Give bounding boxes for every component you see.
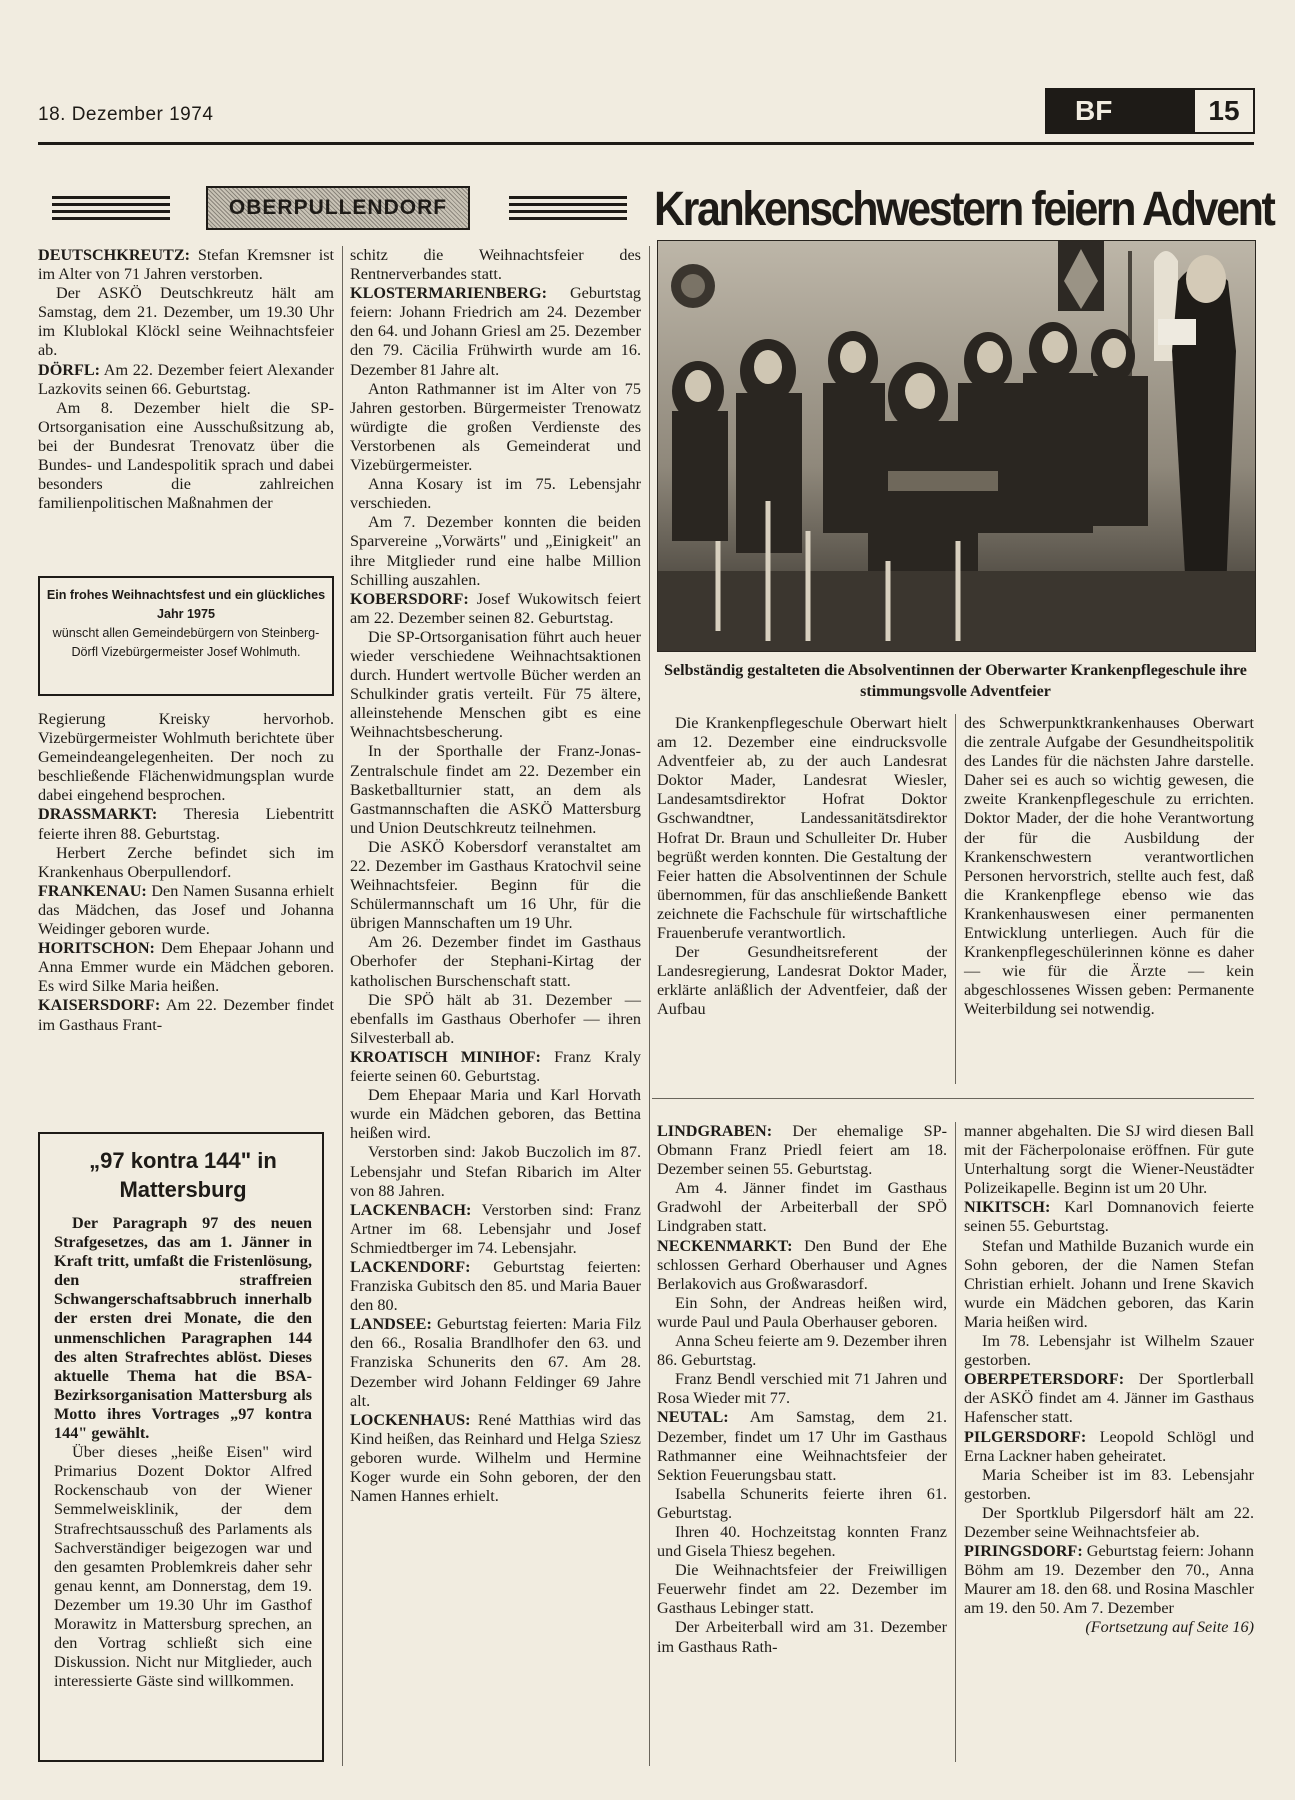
news-paragraph	[964, 1122, 1254, 1198]
news-paragraph	[350, 933, 641, 990]
news-paragraph	[350, 1315, 641, 1410]
news-paragraph	[964, 1428, 1254, 1466]
section-title: OBERPULLENDORF	[206, 186, 470, 230]
paragraph-text: Josef Wukowitsch feiert am 22. Dezember seinen 82. Geburtstag.	[350, 589, 641, 627]
place-name: KOBERSDORF:	[350, 589, 469, 608]
news-paragraph	[350, 1411, 641, 1506]
column-divider	[955, 1122, 956, 1762]
place-name: DRASSMARKT:	[38, 805, 158, 824]
news-paragraph	[38, 284, 334, 360]
paragraph-text: Die ASKÖ Kobersdorf veranstaltet am 22. Dezember im Gasthaus Kratochvil seine Weihnachtsfeier. Beginn für die Schülermannschaft um 16 Uhr, für die übrigen Mannschaften um 19 Uhr.	[350, 837, 641, 933]
news-paragraph	[964, 1370, 1254, 1427]
paragraph-text: Herbert Zerche befindet sich im Krankenhaus Oberpullendorf.	[38, 843, 334, 881]
news-paragraph	[350, 1048, 641, 1086]
paragraph-text: Verstorben sind: Jakob Buczolich im 87. Lebensjahr und Stefan Ribarich im Alter von 88 Jahren.	[350, 1143, 641, 1200]
paragraph-text: schitz die Weihnachtsfeier des Rentnerverbandes statt.	[350, 246, 641, 284]
photo-illustration	[658, 241, 1255, 651]
place-name: NEUTAL:	[657, 1408, 729, 1427]
paragraph-text: Den Bund der Ehe schlossen Gerhard Oberhauser und Agnes Berlakovich aus Großwarasdorf.	[657, 1236, 947, 1293]
paragraph-text: Der Gesundheitsreferent der Landesregierung, Landesrat Doktor Mader, erklärte anläßlich der Adventfeier, daß der Aufbau	[657, 943, 947, 1019]
paragraph-text: Karl Domnanovich feierte seinen 55. Geburtstag.	[964, 1198, 1254, 1236]
publication-logo	[1045, 88, 1255, 134]
paragraph-text: Am 22. Dezember feiert Alexander Lazkovits seinen 66. Geburtstag.	[38, 360, 334, 398]
news-paragraph	[964, 1542, 1254, 1618]
news-paragraph	[657, 1485, 947, 1523]
paragraph-text: (Fortsetzung auf Seite 16)	[1085, 1618, 1254, 1637]
news-paragraph	[964, 1198, 1254, 1236]
continuation-note	[964, 1618, 1254, 1637]
paragraph-text: Ihren 40. Hochzeitstag konnten Franz und Gisela Thiesz begehen.	[657, 1522, 947, 1561]
column-divider	[649, 246, 650, 1766]
news-paragraph	[350, 1143, 641, 1200]
paragraph-text: Am 4. Jänner findet im Gasthaus Gradwohl der Arbeiterball der SPÖ Lindgraben statt.	[657, 1179, 947, 1236]
place-name: NECKENMARKT:	[657, 1236, 793, 1255]
article-photo	[657, 240, 1256, 652]
news-paragraph	[38, 805, 334, 843]
place-name: LANDSEE:	[350, 1315, 432, 1334]
place-name: PILGERSDORF:	[964, 1427, 1087, 1446]
column-divider	[342, 246, 343, 1766]
issue-date: 18. Dezember 1974	[38, 104, 214, 125]
news-paragraph	[38, 939, 334, 996]
section-header-lines-left	[52, 196, 170, 220]
paragraph-text: manner abgehalten. Die SJ wird diesen Ball mit der Fächerpolonaise eröffnen. Für gute Unterhaltung sorgt die Wiener-Neustädter Polizeikapelle. Beginn ist um 20 Uhr.	[964, 1122, 1254, 1198]
news-paragraph	[350, 991, 641, 1048]
news-paragraph	[657, 1179, 947, 1236]
paragraph-text: René Matthias wird das Kind heißen, das Reinhard und Helga Sziesz geboren wurde. Wilhelm und Hermine Koger wurde ein Sohn geboren, der den Namen Hannes erhielt.	[350, 1410, 641, 1506]
place-name: LACKENBACH:	[350, 1200, 472, 1219]
news-paragraph	[350, 742, 641, 837]
news-paragraph	[350, 1258, 641, 1315]
paragraph-text: Ein Sohn, der Andreas heißen wird, wurde Paul und Paula Oberhauser geboren.	[657, 1293, 947, 1331]
paragraph-text: Stefan Kremsner ist im Alter von 71 Jahren verstorben.	[38, 246, 334, 284]
mattersburg-box	[38, 1132, 324, 1762]
news-paragraph	[964, 1504, 1254, 1542]
box-title: „97 kontra 144" in Mattersburg	[89, 1148, 277, 1202]
box-lead: Der Paragraph 97 des neuen Strafgesetzes, das am 1. Jänner in Kraft tritt, umfaßt die Fristenlösung, den straffreien Schwangerschaftsabbruch innerhalb der ersten drei Monate, die den unmenschlichen Paragraphen 144 des alten Strafrechtes ablöst. Dieses aktuelle Thema hat die BSA-Bezirksorganisation Mattersburg als Motto ihres Vortrages „97 kontra 144" gewählt.	[54, 1214, 312, 1443]
paragraph-text: Der ASKÖ Deutschkreutz hält am Samstag, dem 21. Dezember, um 19.30 Uhr im Klublokal Klöckl seine Weihnachtsfeier ab.	[38, 284, 334, 360]
section-header-lines-right	[509, 196, 627, 220]
paragraph-text: Maria Scheiber ist im 83. Lebensjahr gestorben.	[964, 1465, 1254, 1503]
paragraph-text: Den Namen Susanna erhielt das Mädchen, das Josef und Johanna Weidinger geboren wurde.	[38, 881, 334, 939]
news-paragraph	[964, 1332, 1254, 1370]
article-headline: Krankenschwestern feiern Advent	[654, 182, 1274, 237]
page-number: 15	[1208, 95, 1240, 126]
paragraph-text: Anna Scheu feierte am 9. Dezember ihren 86. Geburtstag.	[657, 1332, 947, 1370]
place-name: OBERPETERSDORF:	[964, 1370, 1125, 1389]
paragraph-text: Der Arbeiterball wird am 31. Dezember im Gasthaus Rath-	[657, 1618, 947, 1656]
place-name: KAISERSDORF:	[38, 996, 161, 1015]
news-paragraph	[657, 1294, 947, 1332]
news-paragraph	[38, 710, 334, 805]
news-paragraph	[350, 513, 641, 589]
paragraph-text: Geburtstag feierten: Maria Filz den 66., Rosalia Brandlhofer den 63. und Franziska Schunerits den 67. Am 28. Dezember wird Johann Feldinger 69 Jahre alt.	[350, 1315, 641, 1410]
column-1-middle	[38, 710, 334, 1035]
news-paragraph	[38, 882, 334, 939]
paragraph-text: Anton Rathmanner ist im Alter von 75 Jahren gestorben. Bürgermeister Trenowatz würdigte die großen Verdienste des Verstorbenen als Gemeinderat und Vizebürgermeister.	[350, 379, 641, 475]
article-paragraph	[964, 714, 1254, 1020]
news-paragraph	[38, 246, 334, 284]
place-name: DEUTSCHKREUTZ:	[38, 246, 191, 264]
section-header	[52, 186, 627, 230]
paragraph-text: Am 8. Dezember hielt die SP-Ortsorganisation eine Ausschußsitzung ab, bei der Bundesrat Trenovatz über die Bundes- und Landespolitik sprach und dabei besonders die zahlreichen familienpolitischen Maßnahmen der	[38, 398, 334, 513]
paragraph-text: Theresia Liebentritt feierte ihren 88. Geburtstag.	[38, 805, 334, 843]
greeting-title: Ein frohes Weihnachtsfest und ein glückliches Jahr 1975	[46, 588, 326, 621]
paragraph-text: Dem Ehepaar Maria und Karl Horvath wurde ein Mädchen geboren, das Bettina heißen wird.	[350, 1086, 641, 1143]
paragraph-text: Am 7. Dezember konnten die beiden Sparvereine „Vorwärts" und „Einigkeit" an ihre Mitglieder rund eine halbe Million Schilling auszahlen.	[350, 513, 641, 589]
paragraph-text: des Schwerpunktkrankenhauses Oberwart die zentrale Aufgabe der Gesundheitspolitik des Landes für die nächsten Jahre darstelle. Daher sei es auch so wichtig gewesen, die zweite Krankenpflegeschule zu errichten. Doktor Mader, der die hohe Verantwortung der für die Ausbildung der Krankenschwestern verantwortlichen Personen hervorstrich, stellte auch fest, daß die Krankenpflege ebenso wie das Krankenhauswesen einer permanenten Entwicklung unterliegen. Auch für die Krankenpflegeschülerinnen könne es daher — wie für die Ärzte — kein abgeschlossenes Wissen geben: Permanente Weiterbildung sei notwendig.	[964, 714, 1254, 1019]
article-column-left	[657, 714, 947, 1020]
article-paragraph	[657, 943, 947, 1019]
place-name: DÖRFL:	[38, 360, 101, 379]
place-name: HORITSCHON:	[38, 939, 155, 958]
paragraph-text: Am 22. Dezember findet im Gasthaus Frant-	[38, 996, 334, 1034]
news-paragraph	[38, 996, 334, 1034]
place-name: FRANKENAU:	[38, 881, 147, 900]
news-paragraph	[657, 1370, 947, 1408]
place-name: LOCKENHAUS:	[350, 1410, 471, 1429]
paragraph-text: Im 78. Lebensjahr ist Wilhelm Szauer gestorben.	[964, 1332, 1254, 1370]
box-body: Über dieses „heiße Eisen" wird Primarius Dozent Doktor Alfred Rockenschaub von der Wiener Semmelweisklinik, der dem Strafrechtsausschuß des Parlaments als Sachverständiger beigezogen war und den gesamten Problemkreis daher sehr genau kennt, am Donnerstag, dem 19. Dezember um 19.30 Uhr im Gasthof Morawitz in Mattersburg sprechen, an den Vortrag schließt sich eine Diskussion. Nicht nur Mitglieder, auch interessierte Gäste sind willkommen.	[54, 1443, 312, 1691]
paragraph-text: Verstorben sind: Franz Artner im 68. Lebensjahr und Josef Schmiedtberger im 74. Lebensjahr.	[350, 1200, 641, 1257]
news-paragraph	[350, 380, 641, 475]
paragraph-text: Der Sportlerball der ASKÖ findet am 4. Jänner im Gasthaus Hafenscher statt.	[964, 1370, 1254, 1427]
news-paragraph	[350, 475, 641, 513]
news-paragraph	[964, 1237, 1254, 1332]
article-end-rule	[652, 1098, 1254, 1099]
article-column-right	[964, 714, 1254, 1020]
article-paragraph	[657, 714, 947, 943]
paragraph-text: Die SP-Ortsorganisation führt auch heuer wieder verschiedene Weihnachtsaktionen durch. Hundert wertvolle Bücher werden an Schulkinder gratis verteilt. Für 75 ältere, alleinstehende Menschen gibt es eine Weihnachtsbescherung.	[350, 627, 641, 742]
place-name: KROATISCH MINIHOF:	[350, 1047, 541, 1066]
paragraph-text: Geburtstag feiern: Johann Friedrich am 24. Dezember den 64. und Johann Griesl am 25. Dezember den 79. Cäcilia Frühwirth wurde am 16. Dezember 81 Jahre alt.	[350, 284, 641, 379]
paragraph-text: Die Weihnachtsfeier der Freiwilligen Feuerwehr findet am 22. Dezember im Gasthaus Lebinger statt.	[657, 1561, 947, 1618]
place-name: KLOSTERMARIENBERG:	[350, 284, 547, 303]
place-name: LINDGRABEN:	[657, 1122, 773, 1140]
paragraph-text: Leopold Schlögl und Erna Lackner haben geheiratet.	[964, 1427, 1254, 1465]
paragraph-text: Die Krankenpflegeschule Oberwart hielt am 12. Dezember eine eindrucksvolle Adventfeier ab, zu der auch Landesrat Doktor Mader, Landesrat Wiesler, Landesamtsdirektor Hofrat Doktor Gschwandtner, Landessanitätsdirektor Hofrat Dr. Braun und Schulleiter Dr. Huber begrüßt werden konnten. Die Gestaltung der Feier hatten die Absolventinnen der Schule übernommen, für das anschließende Bankett zeichnete die Fachschule für wirtschaftliche Frauenberufe verantwortlich.	[657, 714, 947, 943]
paragraph-text: Die SPÖ hält ab 31. Dezember — ebenfalls im Gasthaus Oberhofer — ihren Silvesterball ab.	[350, 990, 641, 1047]
news-paragraph	[964, 1466, 1254, 1504]
paragraph-text: Am 26. Dezember findet im Gasthaus Oberhofer der Stephani-Kirtag der katholischen Burschenschaft statt.	[350, 933, 641, 990]
news-paragraph	[350, 590, 641, 628]
news-paragraph	[350, 284, 641, 379]
place-name: LACKENDORF:	[350, 1257, 471, 1276]
greeting-text: wünscht allen Gemeindebürgern von Steinberg-Dörfl Vizebürgermeister Josef Wohlmuth.	[52, 626, 320, 659]
paragraph-text: Franz Kraly feierte seinen 60. Geburtstag.	[350, 1047, 641, 1086]
news-paragraph	[657, 1618, 947, 1656]
photo-caption: Selbständig gestalteten die Absolventinnen der Oberwarter Krankenpflegeschule ihre stimmungsvolle Adventfeier	[664, 662, 1247, 700]
news-paragraph	[350, 246, 641, 284]
column-2	[350, 246, 641, 1506]
header-rule	[38, 142, 1254, 145]
news-paragraph	[657, 1237, 947, 1294]
news-paragraph	[350, 628, 641, 743]
paragraph-text: Stefan und Mathilde Buzanich wurde ein Sohn geboren, der die Namen Stefan Christian erhielt. Johann und Irene Skavich wurde ein Mädchen geboren, das Karin Maria heißen wird.	[964, 1236, 1254, 1331]
paragraph-text: Regierung Kreisky hervorhob. Vizebürgermeister Wohlmuth berichtete über Gemeindeangelegenheiten. Der noch zu beschließende Flächenwidmungsplan wurde dabei eingehend besprochen.	[38, 710, 334, 805]
place-name: NIKITSCH:	[964, 1198, 1051, 1217]
news-paragraph	[38, 844, 334, 882]
news-paragraph	[657, 1332, 947, 1370]
column-divider	[955, 714, 956, 1084]
place-name: PIRINGSDORF:	[964, 1542, 1083, 1561]
news-paragraph	[38, 399, 334, 514]
paragraph-text: Isabella Schunerits feierte ihren 61. Geburtstag.	[657, 1484, 947, 1522]
paragraph-text: Franz Bendl verschied mit 71 Jahren und Rosa Wieder mit 77.	[657, 1370, 947, 1408]
column-6	[964, 1122, 1254, 1638]
column-1-top	[38, 246, 334, 513]
news-paragraph	[657, 1561, 947, 1618]
news-paragraph	[38, 361, 334, 399]
news-paragraph	[657, 1523, 947, 1561]
news-paragraph	[350, 1201, 641, 1258]
logo-bf: BF	[1047, 90, 1195, 132]
news-paragraph	[350, 1086, 641, 1143]
news-paragraph	[350, 838, 641, 933]
paragraph-text: Anna Kosary ist im 75. Lebensjahr verschieden.	[350, 475, 641, 513]
news-paragraph	[657, 1408, 947, 1484]
paragraph-text: Der ehemalige SP-Obmann Franz Priedl feiert am 18. Dezember seinen 55. Geburtstag.	[657, 1122, 947, 1179]
paragraph-text: Am Samstag, dem 21. Dezember, findet um 17 Uhr im Gasthaus Rathmanner eine Weihnachtsfeier der Sektion Feuerungsbau statt.	[657, 1408, 947, 1484]
news-paragraph	[657, 1122, 947, 1179]
paragraph-text: Der Sportklub Pilgersdorf hält am 22. Dezember seine Weihnachtsfeier ab.	[964, 1503, 1254, 1541]
paragraph-text: Dem Ehepaar Johann und Anna Emmer wurde ein Mädchen geboren. Es wird Silke Maria heißen.	[38, 939, 334, 996]
paragraph-text: Geburtstag feiern: Johann Böhm am 19. Dezember den 70., Anna Maurer am 18. den 68. und Rosina Maschler am 19. den 50. Am 7. Dezember	[964, 1542, 1254, 1618]
greeting-box	[38, 576, 334, 696]
paragraph-text: Geburtstag feierten: Franziska Gubitsch den 85. und Maria Bauer den 80.	[350, 1257, 641, 1315]
column-5	[657, 1122, 947, 1657]
paragraph-text: In der Sporthalle der Franz-Jonas-Zentralschule findet am 22. Dezember ein Basketballturnier statt, an dem als Gastmannschaften die ASKÖ Mattersburg und Union Deutschkreutz teilnehmen.	[350, 742, 641, 837]
